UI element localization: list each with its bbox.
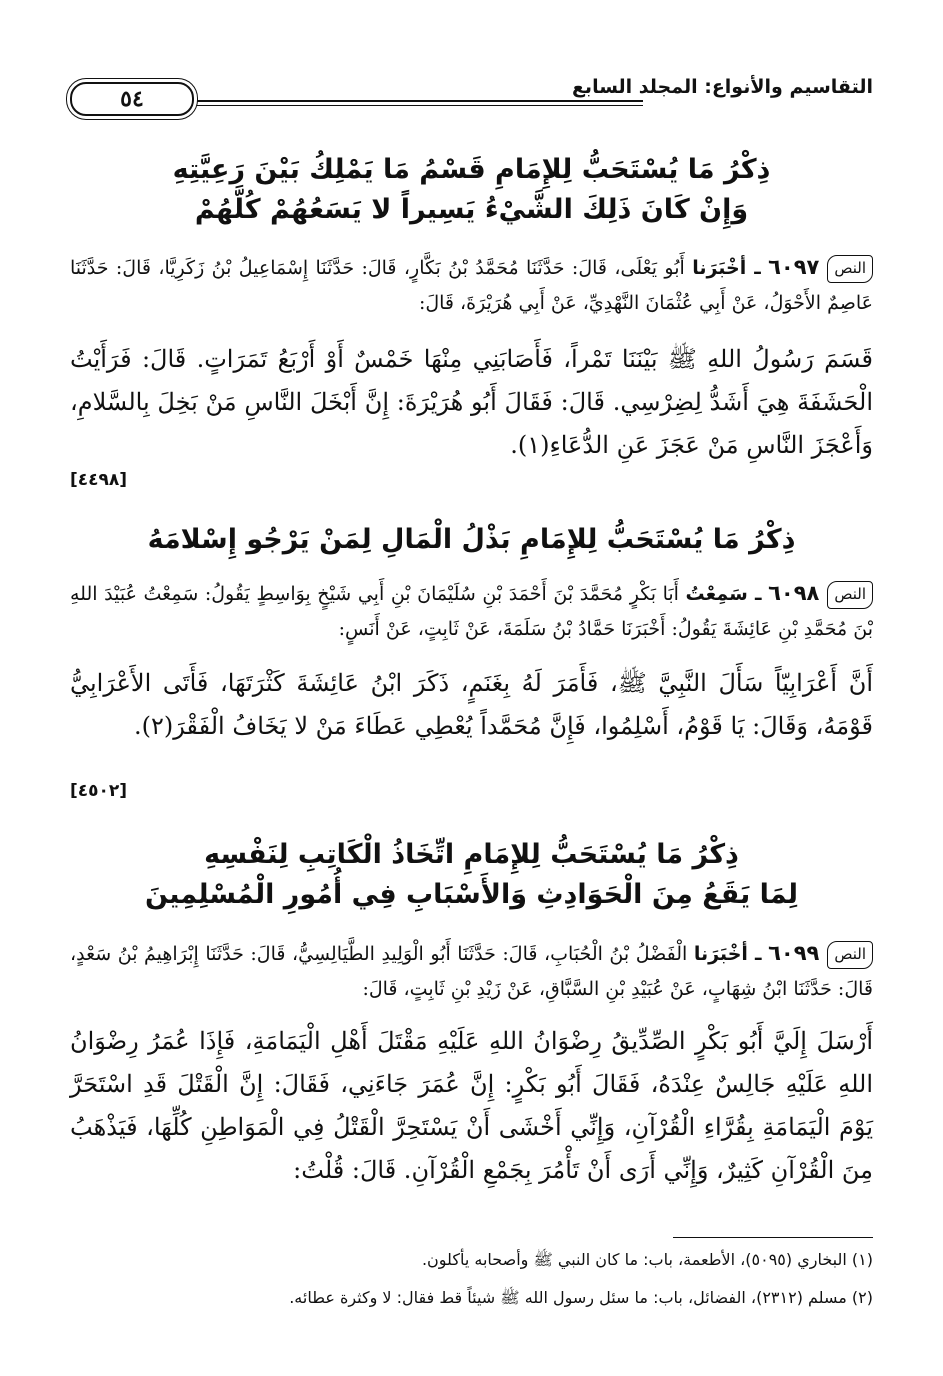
heading-line: ذِكْرُ مَا يُسْتَحَبُّ لِلإِمَامِ بَذْلُ الْمَالِ لِمَنْ يَرْجُو إِسْلامَهُ: [147, 524, 796, 555]
hadith-reference: [٤٥٠٢]: [70, 781, 128, 801]
section-heading: [70, 835, 873, 915]
isnad-text: الْفَضْلُ بْنُ الْحُبَابِ، قَالَ: حَدَّثَنَا أَبُو الْوَلِيدِ الطَّيَالِسِيُّ، قَالَ: حَدَّثَنَا إِبْرَاهِيمُ بْنُ سَعْدٍ، قَالَ: حَدَّثَنَا ابْنُ شِهَابٍ، عَنْ عُبَيْدِ بْنِ السَّبَّاقِ، عَنْ زَيْدِ بْنِ ثَابِتٍ، قَالَ:: [70, 943, 873, 1000]
running-header: [70, 70, 873, 114]
hadith-reference: [٤٤٩٨]: [70, 470, 128, 490]
hadith-text: أَنَّ أَعْرَابِيّاً سَأَلَ النَّبِيَّ ﷺ، فَأَمَرَ لَهُ بِغَنَمٍ، ذَكَرَ ابْنُ عَائِشَةَ كَثْرَتَهَا، فَأَتَى الأَعْرَابِيُّ قَوْمَهُ، وَقَالَ: يَا قَوْمُ، أَسْلِمُوا، فَإِنَّ مُحَمَّداً يُعْطِي عَطَاءَ مَنْ لا يَخَافُ الْفَقْرَ(٢).: [70, 669, 873, 740]
heading-line: لِمَا يَقَعُ مِنَ الْحَوَادِثِ وَالأَسْبَابِ فِي أُمُورِ الْمُسْلِمِينَ: [144, 879, 799, 910]
section-heading: [70, 150, 873, 230]
nass-badge: النص: [827, 941, 873, 969]
nass-badge: النص: [827, 255, 873, 283]
narration-verb: سَمِعْتُ: [685, 583, 748, 605]
page-number: ٥٤: [70, 82, 194, 116]
hadith-chain: النص٦٠٩٩ ـ أخْبَرَنا الْفَضْلُ بْنُ الْحُبَابِ، قَالَ: حَدَّثَنَا أَبُو الْوَلِيدِ الطَّيَالِسِيُّ، قَالَ: حَدَّثَنَا إِبْرَاهِيمُ بْنُ سَعْدٍ، قَالَ: حَدَّثَنَا ابْنُ شِهَابٍ، عَنْ عُبَيْدِ بْنِ السَّبَّاقِ، عَنْ زَيْدِ بْنِ ثَابِتٍ، قَالَ:: [70, 941, 873, 1000]
isnad-text: أَبُو يَعْلَى، قَالَ: حَدَّثَنَا مُحَمَّدُ بْنُ بَكَّارٍ، قَالَ: حَدَّثَنَا إِسْمَاعِيلُ بْنُ زَكَرِيَّا، قَالَ: حَدَّثَنَا عَاصِمٌ الأَحْوَلُ، عَنْ أَبِي عُثْمَانَ النَّهْدِيِّ، عَنْ أَبِي هُرَيْرَةَ، قَالَ:: [70, 257, 873, 314]
section-heading: [70, 520, 873, 560]
nass-badge: النص: [827, 581, 873, 609]
heading-line: وَإِنْ كَانَ ذَلِكَ الشَّيْءُ يَسِيراً لا يَسَعُهُمْ كُلَّهُمْ: [194, 194, 749, 225]
isnad-text: أَبَا بَكْرٍ مُحَمَّدَ بْنَ أَحْمَدَ بْنِ سُلَيْمَانَ بْنِ أَبِي شَيْخٍ بِوَاسِطٍ يَقُولُ: سَمِعْتُ عُبَيْدَ اللهِ بْنَ مُحَمَّدِ بْنِ عَائِشَةَ يَقُولُ: أَخْبَرَنَا حَمَّادُ بْنُ سَلَمَةَ، عَنْ ثَابِتٍ، عَنْ أَنَسٍ:: [70, 583, 873, 640]
footnote-rule: [673, 1237, 873, 1238]
narration-verb: أخْبَرَنا: [693, 943, 748, 965]
hadith-number: ٦٠٩٩: [768, 941, 820, 965]
heading-line: ذِكْرُ مَا يُسْتَحَبُّ لِلإِمَامِ اتِّخَاذُ الْكَاتِبِ لِنَفْسِهِ: [204, 839, 739, 870]
hadith-chain: النص٦٠٩٨ ـ سَمِعْتُ أَبَا بَكْرٍ مُحَمَّدَ بْنَ أَحْمَدَ بْنِ سُلَيْمَانَ بْنِ أَبِي شَيْخٍ بِوَاسِطٍ يَقُولُ: سَمِعْتُ عُبَيْدَ اللهِ بْنَ مُحَمَّدِ بْنِ عَائِشَةَ يَقُولُ: أَخْبَرَنَا حَمَّادُ بْنُ سَلَمَةَ، عَنْ ثَابِتٍ، عَنْ أَنَسٍ:: [70, 581, 873, 640]
running-title: التقاسيم والأنواع: المجلد السابع: [571, 76, 873, 98]
hadith-text: قَسَمَ رَسُولُ اللهِ ﷺ بَيْنَنَا تَمْراً، فَأَصَابَنِي مِنْهَا خَمْسٌ أَوْ أَرْبَعُ تَمَرَاتٍ. قَالَ: فَرَأَيْتُ الْحَشَفَةَ هِيَ أَشَدُّ لِضِرْسِي. قَالَ: فَقَالَ أَبُو هُرَيْرَةَ: إِنَّ أَبْخَلَ النَّاسِ مَنْ بَخِلَ بِالسَّلامِ، وَأَعْجَزَ النَّاسِ مَنْ عَجَزَ عَنِ الدُّعَاءِ(١).: [70, 345, 873, 459]
narration-verb: أخْبَرَنا: [692, 257, 747, 279]
hadith-number: ٦٠٩٧: [768, 255, 820, 279]
hadith-text: أَرْسَلَ إِلَيَّ أَبُو بَكْرٍ الصِّدِّيقُ رِضْوَانُ اللهِ عَلَيْهِ مَقْتَلَ أَهْلِ الْيَمَامَةِ، فَإِذَا عُمَرُ رِضْوَانُ اللهِ عَلَيْهِ جَالِسٌ عِنْدَهُ، فَقَالَ أَبُو بَكْرٍ: إِنَّ عُمَرَ جَاءَنِي، فَقَالَ: إِنَّ الْقَتْلَ قَدِ اسْتَحَرَّ يَوْمَ الْيَمَامَةِ بِقُرَّاءِ الْقُرْآنِ، وَإِنِّي أَخْشَى أَنْ يَسْتَحِرَّ الْقَتْلُ فِي الْمَوَاطِنِ كُلِّهَا، فَيَذْهَبُ مِنَ الْقُرْآنِ كَثِيرٌ، وَإِنِّي أَرَى أَنْ تَأْمُرَ بِجَمْعِ الْقُرْآنِ. قَالَ: قُلْتُ:: [70, 1027, 873, 1184]
footnote: (٢) مسلم (٢٣١٢)، الفضائل، باب: ما سئل رسول الله ﷺ شيئاً قط فقال: لا وكثرة عطائه.: [289, 1288, 873, 1307]
heading-line: ذِكْرُ مَا يُسْتَحَبُّ لِلإِمَامِ قَسْمُ مَا يَمْلِكُ بَيْنَ رَعِيَّتِهِ: [172, 154, 771, 185]
footnote: (١) البخاري (٥٠٩٥)، الأطعمة، باب: ما كان النبي ﷺ وأصحابه يأكلون.: [421, 1250, 873, 1269]
hadith-number: ٦٠٩٨: [768, 581, 820, 605]
hadith-chain: النص٦٠٩٧ ـ أخْبَرَنا أَبُو يَعْلَى، قَالَ: حَدَّثَنَا مُحَمَّدُ بْنُ بَكَّارٍ، قَالَ: حَدَّثَنَا إِسْمَاعِيلُ بْنُ زَكَرِيَّا، قَالَ: حَدَّثَنَا عَاصِمٌ الأَحْوَلُ، عَنْ أَبِي عُثْمَانَ النَّهْدِيِّ، عَنْ أَبِي هُرَيْرَةَ، قَالَ:: [70, 255, 873, 314]
